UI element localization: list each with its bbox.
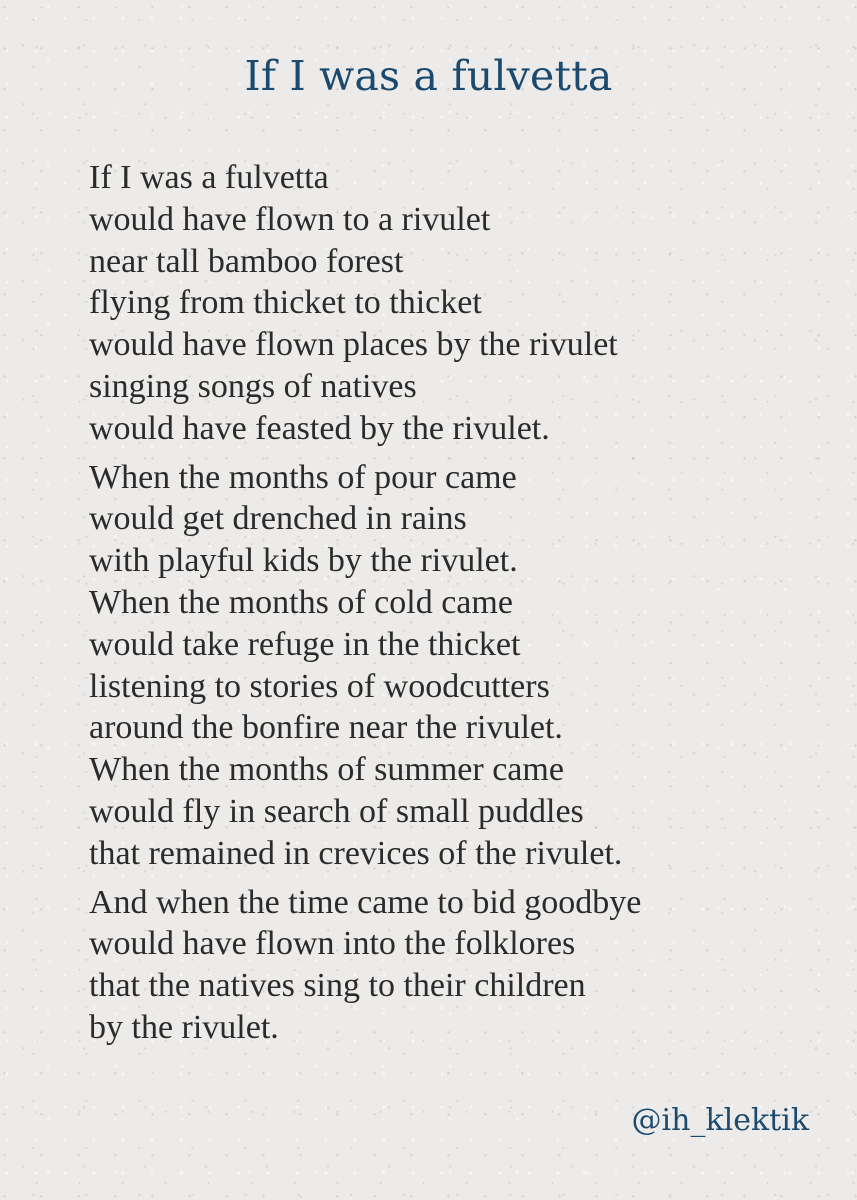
poem-line: would have flown to a rivulet (89, 200, 491, 238)
poem-line: would get drenched in rains (89, 500, 467, 538)
poem-line: And when the time came to bid goodbye (89, 883, 642, 921)
poem-title: If I was a fulvetta (244, 52, 613, 100)
stanza-2 (89, 457, 829, 875)
poem-line: listening to stories of woodcutters (89, 667, 550, 705)
poem-line: by the rivulet. (89, 1008, 279, 1046)
poem-line: that the natives sing to their children (89, 967, 586, 1005)
poem-line: would have feasted by the rivulet. (89, 409, 550, 447)
poem-line: around the bonfire near the rivulet. (89, 709, 563, 747)
author-handle: @ih_klektik (631, 1103, 809, 1138)
poem-line: with playful kids by the rivulet. (89, 542, 518, 580)
poem-line: When the months of pour came (89, 458, 517, 496)
stanza-1 (89, 157, 829, 450)
poem-line: would fly in search of small puddles (89, 792, 584, 830)
poem-line: singing songs of natives (89, 367, 417, 405)
stanza-3 (89, 882, 829, 1049)
poem-line: When the months of summer came (89, 751, 564, 789)
poem-line: When the months of cold came (89, 583, 513, 621)
poem-line: would take refuge in the thicket (89, 625, 521, 663)
poem-line: If I was a fulvetta (89, 159, 329, 196)
poem-line: would have flown places by the rivulet (89, 326, 618, 364)
poem-body (89, 157, 829, 1049)
poem-line: that remained in crevices of the rivulet. (89, 834, 623, 872)
poem-line: would have flown into the folklores (89, 925, 576, 963)
poem-line: flying from thicket to thicket (89, 284, 482, 322)
poem-line: near tall bamboo forest (89, 242, 404, 280)
